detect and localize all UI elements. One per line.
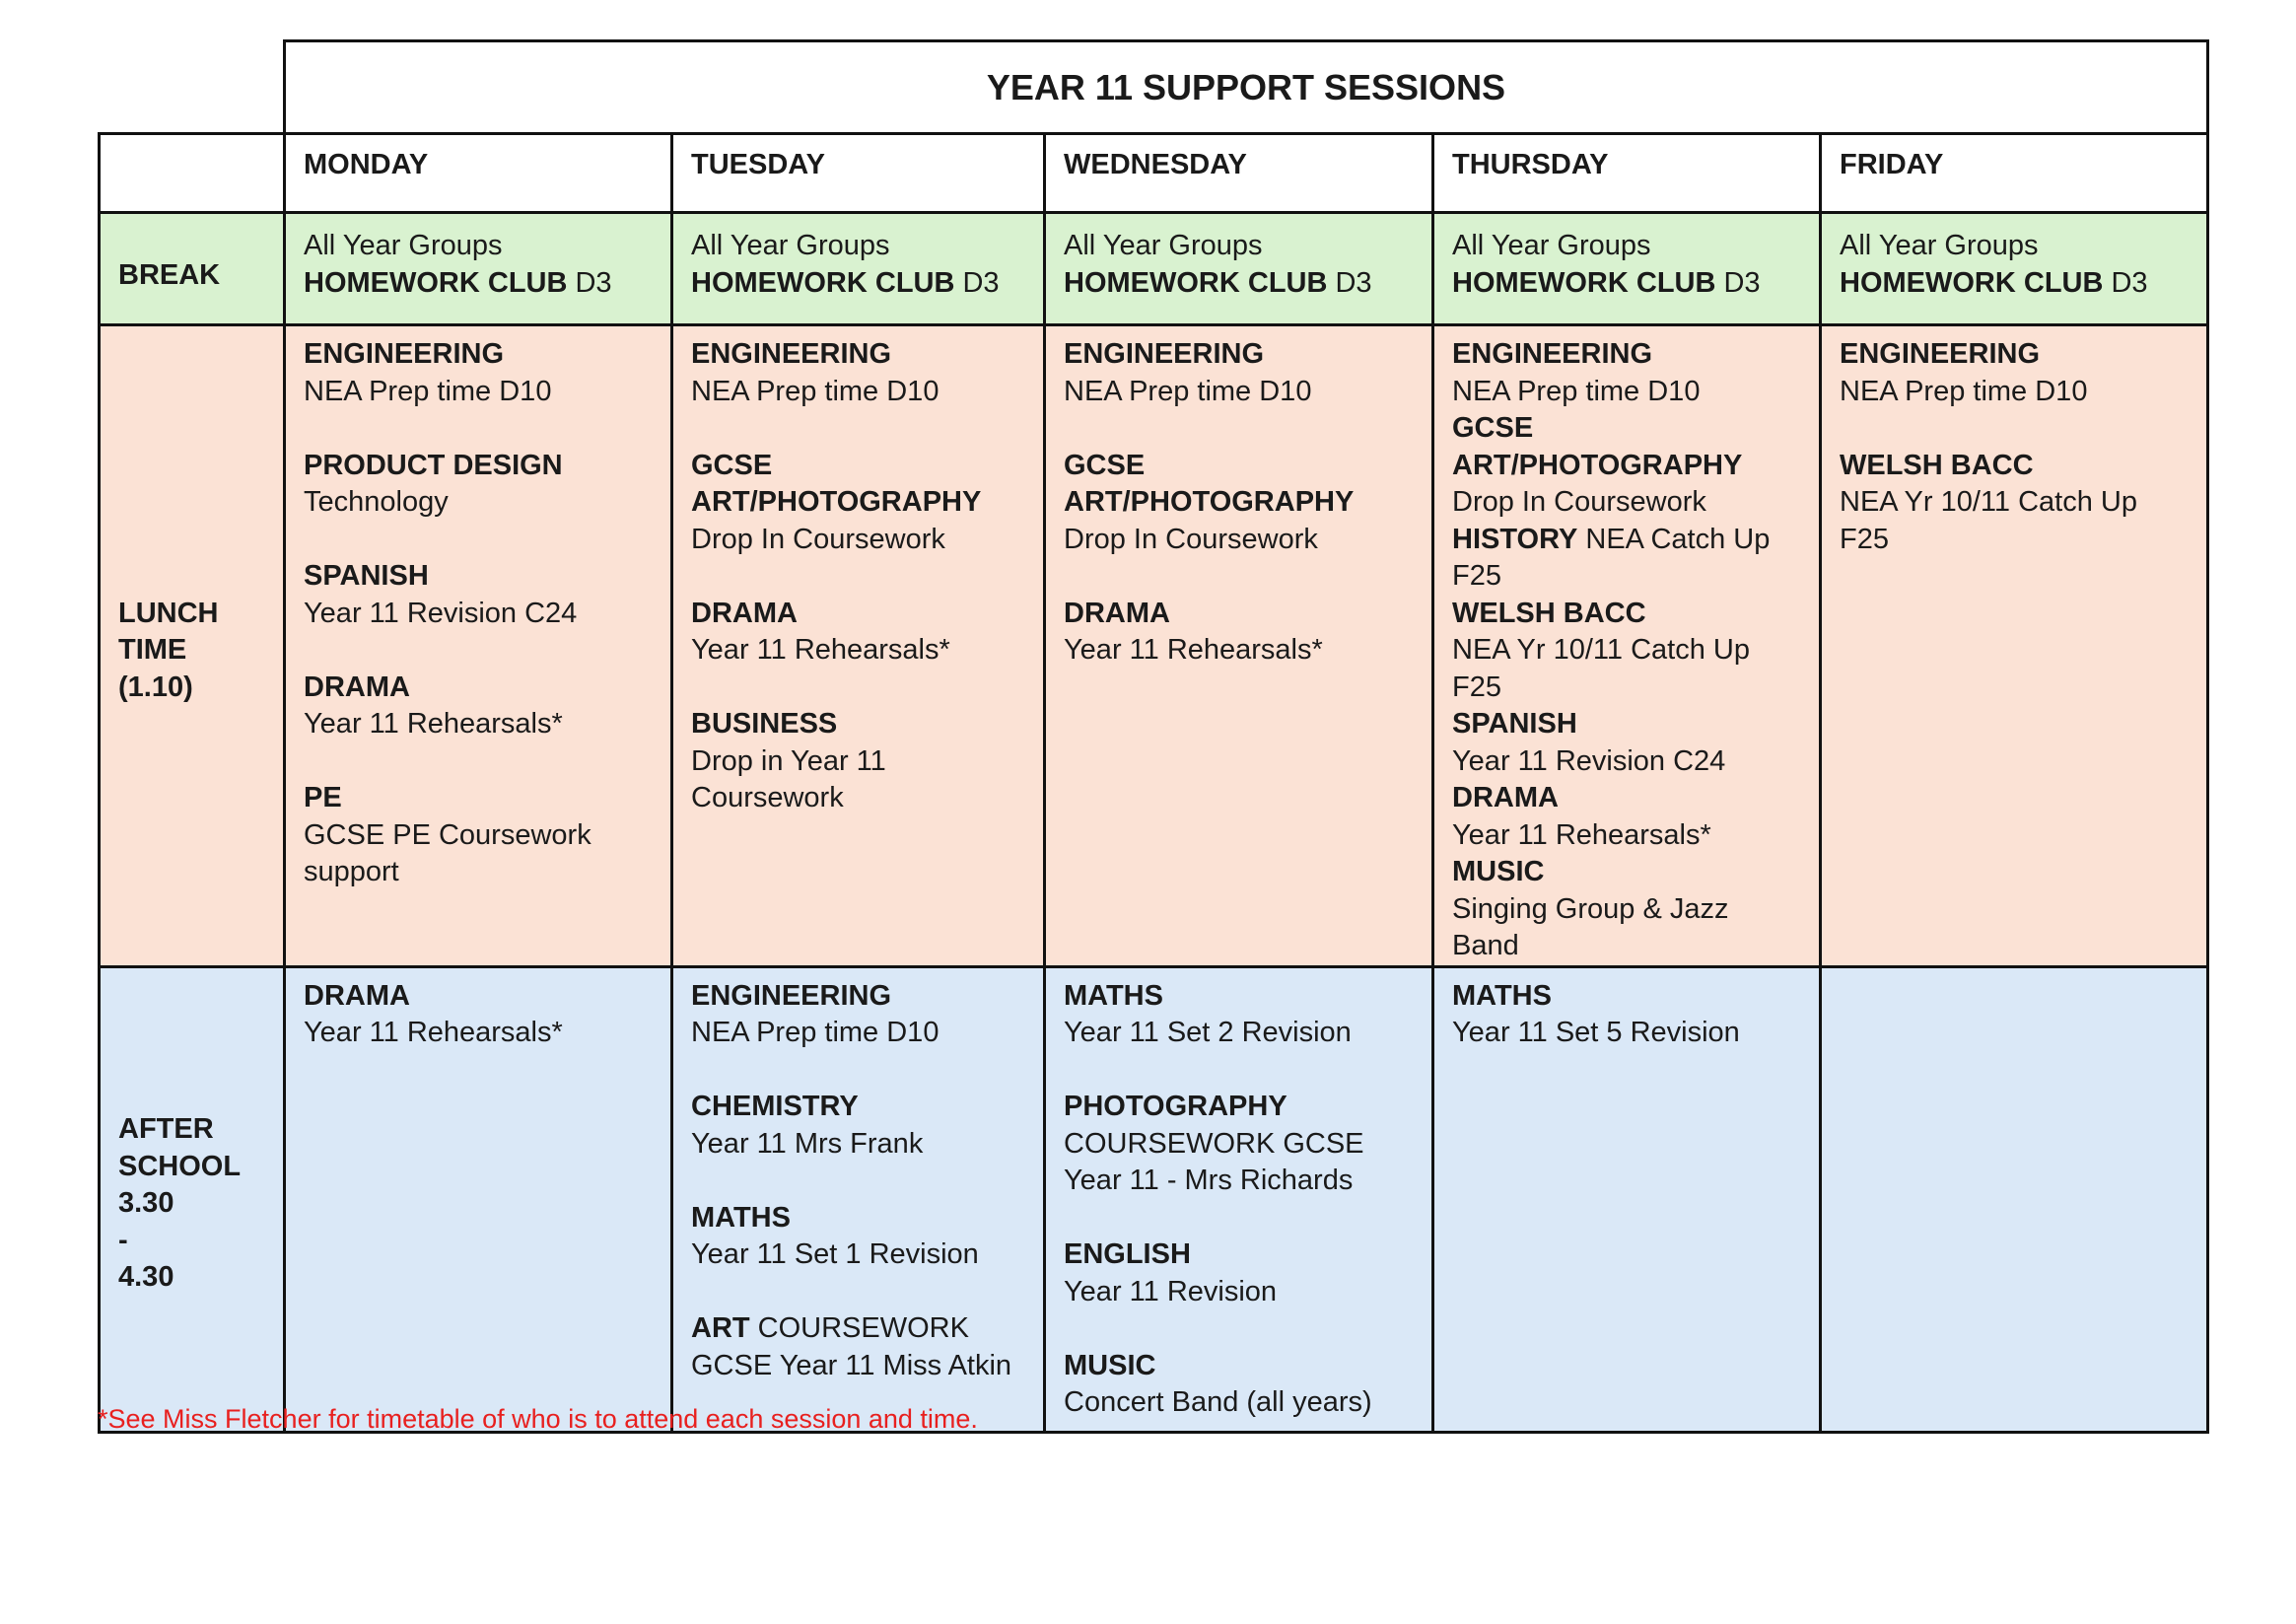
- session-title: ART: [691, 1312, 750, 1344]
- timetable-title-box: [283, 39, 2209, 132]
- session-entry: [1840, 336, 2189, 410]
- session-group: All Year Groups: [1064, 230, 1263, 261]
- session-detail: Technology: [304, 486, 449, 518]
- session-entry: [1840, 448, 2189, 559]
- session-title: SPANISH: [1452, 708, 1577, 740]
- after-cell-monday: [285, 966, 672, 1432]
- day-header-wednesday: WEDNESDAY: [1045, 134, 1433, 213]
- after-cell-wednesday: [1045, 966, 1433, 1432]
- session-title: HOMEWORK CLUB: [1452, 266, 1716, 299]
- session-title: HOMEWORK CLUB: [1064, 266, 1328, 299]
- session-detail: Year 11 Set 2 Revision: [1064, 1017, 1352, 1048]
- day-header-tuesday: TUESDAY: [672, 134, 1045, 213]
- session-detail: NEA Yr 10/11 Catch Up F25: [1452, 634, 1750, 703]
- session-entry: [1452, 706, 1801, 780]
- session-title: WELSH BACC: [1452, 597, 1646, 629]
- session-title: DRAMA: [304, 671, 410, 703]
- session-line: [1064, 265, 1414, 303]
- session-entry: [691, 596, 1025, 670]
- session-line: [304, 265, 653, 303]
- session-title: ENGLISH: [1064, 1238, 1191, 1270]
- session-group: All Year Groups: [1452, 230, 1651, 261]
- session-line: [1840, 265, 2189, 303]
- session-line: [1452, 265, 1801, 303]
- session-title: HOMEWORK CLUB: [691, 266, 955, 299]
- break-cell-monday: [285, 213, 672, 325]
- session-detail: Year 11 Set 1 Revision: [691, 1238, 979, 1270]
- lunch-cell-thursday: [1433, 325, 1821, 967]
- session-title: GCSE ART/PHOTOGRAPHY: [1064, 449, 1355, 518]
- session-title: WELSH BACC: [1840, 449, 2034, 481]
- after-cell-friday: [1821, 966, 2208, 1432]
- session-entry: [1452, 410, 1801, 522]
- after-cell-thursday: [1433, 966, 1821, 1432]
- session-detail: COURSEWORK GCSE Year 11 - Mrs Richards: [1064, 1127, 1364, 1196]
- session-title: DRAMA: [1064, 597, 1170, 629]
- session-detail: Drop In Coursework: [1064, 523, 1318, 555]
- after-school-row: [100, 966, 2208, 1432]
- session-title: ENGINEERING: [304, 338, 505, 370]
- session-entry: [1064, 1348, 1414, 1422]
- session-room: D3: [2103, 266, 2148, 299]
- session-detail: NEA Prep time D10: [691, 375, 939, 407]
- session-title: DRAMA: [304, 979, 410, 1012]
- session-detail: Year 11 Rehearsals*: [304, 708, 563, 740]
- row-label-line: 4.30: [118, 1261, 174, 1294]
- row-label-lunch: [100, 325, 285, 967]
- session-room: D3: [1715, 266, 1761, 299]
- break-cell-wednesday: [1045, 213, 1433, 325]
- day-header-thursday: THURSDAY: [1433, 134, 1821, 213]
- session-entry: [1064, 1236, 1414, 1310]
- session-entry: [691, 1200, 1025, 1274]
- session-entry: [304, 336, 653, 410]
- day-header-row: [100, 134, 2208, 213]
- break-cell-thursday: [1433, 213, 1821, 325]
- session-detail: NEA Prep time D10: [691, 1017, 939, 1048]
- session-title: HISTORY: [1452, 523, 1578, 555]
- break-cell-friday: [1821, 213, 2208, 325]
- session-entry: [1064, 1089, 1414, 1200]
- session-entry: [691, 978, 1025, 1052]
- session-title: ENGINEERING: [691, 338, 892, 370]
- session-entry: [1452, 336, 1801, 410]
- session-detail: Year 11 Mrs Frank: [691, 1127, 924, 1160]
- day-header-monday: MONDAY: [285, 134, 672, 213]
- session-title: ENGINEERING: [1840, 338, 2041, 370]
- session-detail: NEA Prep time D10: [1064, 375, 1312, 407]
- row-label-line: (1.10): [118, 671, 193, 703]
- session-detail: GCSE PE Coursework support: [304, 818, 591, 887]
- session-entry: [304, 978, 653, 1052]
- session-line: [691, 265, 1025, 303]
- session-room: D3: [567, 266, 612, 299]
- session-entry: [1452, 522, 1801, 596]
- session-line: [691, 1310, 1025, 1384]
- session-title: GCSE ART/PHOTOGRAPHY: [691, 449, 982, 518]
- session-detail: Drop In Coursework: [1452, 486, 1706, 518]
- lunch-cell-tuesday: [672, 325, 1045, 967]
- session-entry: [691, 1310, 1025, 1384]
- row-label-after-school: [100, 966, 285, 1432]
- break-cell-tuesday: [672, 213, 1045, 325]
- session-room: D3: [954, 266, 1000, 299]
- session-group: All Year Groups: [691, 230, 890, 261]
- session-detail: NEA Prep time D10: [1452, 375, 1701, 407]
- session-detail: NEA Catch Up F25: [1452, 523, 1771, 592]
- session-detail: Year 11 Set 5 Revision: [1452, 1017, 1740, 1048]
- after-cell-tuesday: [672, 966, 1045, 1432]
- session-detail: COURSEWORK GCSE Year 11 Miss Atkin: [691, 1312, 1012, 1381]
- session-title: DRAMA: [691, 597, 798, 629]
- session-group: All Year Groups: [304, 230, 503, 261]
- session-group: All Year Groups: [1840, 230, 2039, 261]
- session-title: SPANISH: [304, 560, 429, 592]
- session-title: DRAMA: [1452, 782, 1559, 813]
- session-detail: Year 11 Revision C24: [304, 597, 578, 629]
- session-detail: NEA Prep time D10: [1840, 375, 2088, 407]
- row-label-line: LUNCH: [118, 597, 219, 629]
- session-line: [1452, 522, 1801, 596]
- break-row: [100, 213, 2208, 325]
- session-title: MUSIC: [1452, 856, 1545, 887]
- session-entry: [691, 448, 1025, 559]
- day-header-friday: FRIDAY: [1821, 134, 2208, 213]
- row-label-break: [100, 213, 285, 325]
- session-detail: Concert Band (all years): [1064, 1386, 1372, 1418]
- footnote: *See Miss Fletcher for timetable of who is to attend each session and time.: [98, 1404, 978, 1434]
- session-title: MATHS: [691, 1201, 791, 1234]
- session-entry: [1452, 854, 1801, 965]
- session-detail: NEA Prep time D10: [304, 375, 552, 407]
- session-detail: Singing Group & Jazz Band: [1452, 892, 1729, 961]
- session-title: BUSINESS: [691, 708, 838, 740]
- lunch-cell-wednesday: [1045, 325, 1433, 967]
- session-title: ENGINEERING: [691, 979, 892, 1012]
- session-entry: [1064, 448, 1414, 559]
- session-entry: [304, 448, 653, 522]
- session-entry: [1452, 780, 1801, 854]
- session-entry: [691, 1089, 1025, 1163]
- session-title: PE: [304, 782, 342, 813]
- session-room: D3: [1327, 266, 1372, 299]
- timetable: [98, 132, 2209, 1434]
- corner-cell: [100, 134, 285, 213]
- session-entry: [691, 336, 1025, 410]
- timetable-title: YEAR 11 SUPPORT SESSIONS: [986, 66, 1506, 107]
- session-title: HOMEWORK CLUB: [1840, 266, 2104, 299]
- row-label-line: BREAK: [118, 258, 221, 291]
- session-detail: Year 11 Rehearsals*: [1452, 818, 1711, 851]
- session-title: MUSIC: [1064, 1349, 1156, 1381]
- lunch-row: [100, 325, 2208, 967]
- session-entry: [1452, 978, 1801, 1052]
- session-title: CHEMISTRY: [691, 1091, 859, 1122]
- session-detail: Year 11 Rehearsals*: [1064, 634, 1323, 666]
- session-entry: [1064, 336, 1414, 410]
- session-title: HOMEWORK CLUB: [304, 266, 568, 299]
- row-label-line: -: [118, 1224, 128, 1256]
- session-title: ENGINEERING: [1064, 338, 1265, 370]
- session-entry: [1064, 978, 1414, 1052]
- row-label-line: TIME: [118, 634, 187, 666]
- session-entry: [304, 670, 653, 743]
- session-title: PRODUCT DESIGN: [304, 449, 563, 481]
- session-detail: Year 11 Rehearsals*: [691, 634, 950, 666]
- row-label-line: AFTER: [118, 1113, 214, 1146]
- session-detail: Year 11 Rehearsals*: [304, 1017, 563, 1048]
- session-title: GCSE ART/PHOTOGRAPHY: [1452, 412, 1743, 481]
- session-detail: NEA Yr 10/11 Catch Up F25: [1840, 486, 2137, 555]
- session-entry: [1064, 596, 1414, 670]
- session-detail: Drop In Coursework: [691, 523, 945, 555]
- session-detail: Year 11 Revision: [1064, 1275, 1278, 1307]
- session-detail: Drop in Year 11 Coursework: [691, 744, 886, 813]
- session-entry: [691, 706, 1025, 817]
- session-title: ENGINEERING: [1452, 338, 1653, 370]
- session-entry: [304, 780, 653, 891]
- session-entry: [304, 558, 653, 632]
- lunch-cell-monday: [285, 325, 672, 967]
- session-detail: Year 11 Revision C24: [1452, 744, 1726, 777]
- lunch-cell-friday: [1821, 325, 2208, 967]
- session-title: MATHS: [1064, 979, 1163, 1012]
- session-entry: [1452, 596, 1801, 707]
- session-title: PHOTOGRAPHY: [1064, 1091, 1287, 1122]
- session-title: MATHS: [1452, 979, 1552, 1012]
- row-label-line: SCHOOL: [118, 1150, 242, 1182]
- row-label-line: 3.30: [118, 1187, 174, 1220]
